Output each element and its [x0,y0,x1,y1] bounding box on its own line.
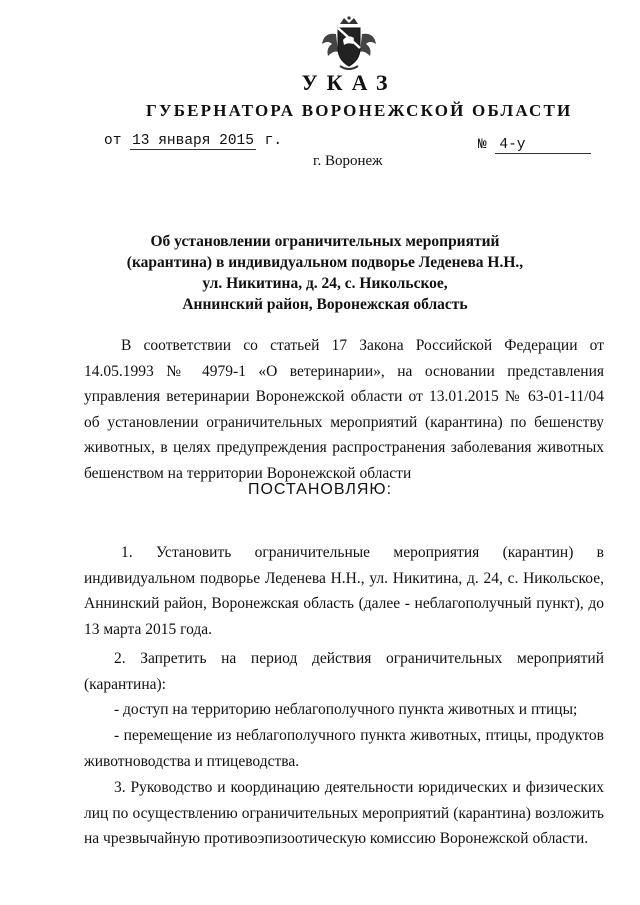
coat-of-arms-icon [318,14,380,76]
number-prefix: № [478,137,487,153]
heading-line: (карантина) в индивидуальном подворье Леденева Н.Н., [126,254,524,271]
decree-word: ПОСТАНОВЛЯЮ: [247,481,393,498]
document-subtitle: ГУБЕРНАТОРА ВОРОНЕЖСКОЙ ОБЛАСТИ [146,101,573,120]
item-text: 1. Установить ограничительные мероприятия (карантин) в индивидуальном подворье Леденева Н.Н., ул. Никитина, д. 24, с. Никольское, Аннинский район, Воронежская область (далее - неблагополучный пункт), до 13 марта 2015 года. [84,544,604,638]
preamble-text: В соответствии со статьей 17 Закона Российской Федерации от 14.05.1993 № 4979-1 «О ветеринарии», на основании представления управления ветеринарии Воронежской области от 13.01.2015 № 63-01-11/04 об установлении ограничительных мероприятий (карантина) по бешенству животных, в целях предупреждения распространения заболевания животных бешенством на территории Воронежской области [84,337,604,482]
bullet-text: - доступ на территорию неблагополучного пункта животных и птицы; [114,701,578,718]
date-line [104,133,282,149]
item-paragraph-3 [84,775,604,852]
bullet-text: - перемещение из неблагополучного пункта животных, птицы, продуктов животноводства и птицеводства. [84,727,604,770]
document-title: УКАЗ [301,70,397,95]
city: г. Воронеж [313,153,383,169]
heading-line: ул. Никитина, д. 24, с. Никольское, [202,275,448,292]
date-prefix: от [104,133,122,149]
document-heading [90,231,560,315]
heading-line: Аннинский район, Воронежская область [182,296,468,313]
date-value: 13 января 2015 [132,133,254,149]
heading-line: Об установлении ограничительных мероприятий [150,233,500,250]
item-text: 3. Руководство и координацию деятельности юридических и физических лиц по осуществлению ограничительных мероприятий (карантина) возложить на чрезвычайную противоэпизоотическую комиссию Воронежской области. [84,779,604,847]
date-suffix: г. [264,133,283,149]
bullet-paragraph-2 [84,723,604,774]
item-paragraph-1 [84,540,604,642]
number-value: 4-у [495,137,591,154]
bullet-paragraph-1 [84,697,604,723]
item-text: 2. Запретить на период действия ограничительных мероприятий (карантина): [84,650,604,693]
preamble-paragraph [84,333,604,486]
item-paragraph-2 [84,646,604,697]
number-line [478,137,591,154]
